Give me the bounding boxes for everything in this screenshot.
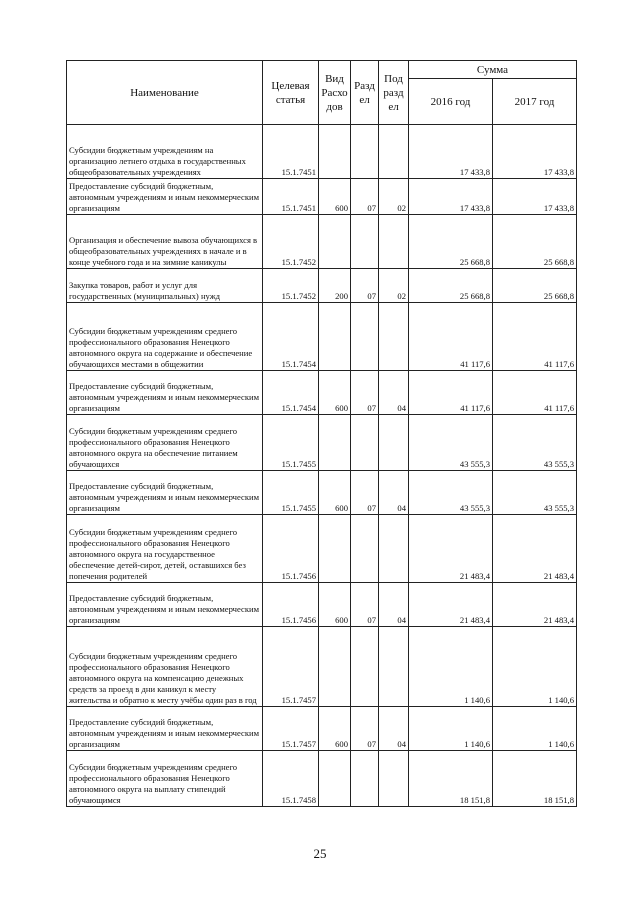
row-name: Предоставление субсидий бюджетным, автономным учреждениям и иным некоммерческим организациям [67,707,263,751]
row-target: 15.1.7457 [263,627,319,707]
row-type: 600 [319,179,351,215]
row-name: Субсидии бюджетным учреждениям среднего профессионального образования Ненецкого автономного округа на выплату стипендий обучающимся [67,751,263,807]
row-subsection [379,627,409,707]
row-sum-2017: 1 140,6 [493,707,577,751]
table-row [67,415,577,471]
row-target: 15.1.7451 [263,125,319,179]
row-sum-2016: 17 433,8 [409,179,493,215]
row-subsection [379,415,409,471]
row-target: 15.1.7455 [263,415,319,471]
row-sum-2017: 43 555,3 [493,471,577,515]
row-type [319,125,351,179]
row-name: Предоставление субсидий бюджетным, автономным учреждениям и иным некоммерческим организациям [67,179,263,215]
table-row [67,707,577,751]
row-subsection [379,751,409,807]
row-subsection: 02 [379,269,409,303]
row-sum-2017: 18 151,8 [493,751,577,807]
page-number: 25 [313,846,327,861]
row-sum-2017: 17 433,8 [493,179,577,215]
table-row [67,583,577,627]
row-sum-2016: 25 668,8 [409,269,493,303]
row-section [351,627,379,707]
row-sum-2017: 25 668,8 [493,215,577,269]
row-subsection [379,515,409,583]
row-section: 07 [351,707,379,751]
row-sum-2017: 17 433,8 [493,125,577,179]
row-target: 15.1.7458 [263,751,319,807]
row-section [351,415,379,471]
row-sum-2016: 1 140,6 [409,627,493,707]
table-row [67,125,577,179]
row-sum-2016: 25 668,8 [409,215,493,269]
table-row [67,627,577,707]
row-name: Предоставление субсидий бюджетным, автономным учреждениям и иным некоммерческим организациям [67,471,263,515]
row-sum-2016: 21 483,4 [409,515,493,583]
row-type [319,303,351,371]
table-row [67,471,577,515]
row-type: 600 [319,471,351,515]
header-name: Наименование [67,61,263,125]
row-sum-2016: 18 151,8 [409,751,493,807]
row-sum-2017: 21 483,4 [493,515,577,583]
header-type: Вид Расхо дов [319,61,351,125]
row-subsection: 02 [379,179,409,215]
header-section: Разд ел [351,61,379,125]
row-sum-2016: 43 555,3 [409,415,493,471]
row-section: 07 [351,471,379,515]
row-sum-2016: 41 117,6 [409,371,493,415]
row-type: 600 [319,371,351,415]
row-section [351,515,379,583]
row-type: 600 [319,583,351,627]
row-section [351,751,379,807]
row-sum-2016: 1 140,6 [409,707,493,751]
header-year-2016: 2016 год [409,79,493,125]
table-row [67,751,577,807]
row-subsection: 04 [379,371,409,415]
row-section: 07 [351,371,379,415]
header-year-2017: 2017 год [493,79,577,125]
row-sum-2017: 21 483,4 [493,583,577,627]
row-target: 15.1.7451 [263,179,319,215]
row-subsection [379,125,409,179]
row-subsection: 04 [379,707,409,751]
row-type: 200 [319,269,351,303]
row-sum-2017: 41 117,6 [493,303,577,371]
row-subsection [379,215,409,269]
row-type [319,751,351,807]
row-subsection: 04 [379,471,409,515]
header-target: Целевая статья [263,61,319,125]
row-target: 15.1.7454 [263,303,319,371]
row-type [319,515,351,583]
row-name: Организация и обеспечение вывоза обучающихся в общеобразовательных учреждениях в начале и в конце учебного года и на зимние каникулы [67,215,263,269]
row-target: 15.1.7452 [263,269,319,303]
row-section: 07 [351,583,379,627]
row-sum-2016: 21 483,4 [409,583,493,627]
row-sum-2016: 43 555,3 [409,471,493,515]
row-target: 15.1.7452 [263,215,319,269]
table-row [67,371,577,415]
row-name: Предоставление субсидий бюджетным, автономным учреждениям и иным некоммерческим организациям [67,371,263,415]
budget-table [66,60,577,807]
row-name: Субсидии бюджетным учреждениям среднего профессионального образования Ненецкого автономного округа на компенсацию денежных средств за проезд в дни каникул к месту жительства и обратно к месту учёбы один раз в год [67,627,263,707]
row-target: 15.1.7455 [263,471,319,515]
row-type [319,215,351,269]
row-name: Предоставление субсидий бюджетным, автономным учреждениям и иным некоммерческим организациям [67,583,263,627]
row-type [319,415,351,471]
header-sum: Сумма [409,61,577,79]
row-type [319,627,351,707]
table-row [67,269,577,303]
row-section [351,303,379,371]
row-target: 15.1.7457 [263,707,319,751]
table-row [67,179,577,215]
row-name: Субсидии бюджетным учреждениям среднего профессионального образования Ненецкого автономного округа на обеспечение питанием обучающихся [67,415,263,471]
row-name: Субсидии бюджетным учреждениям на организацию летнего отдыха в государственных общеобразовательных учреждениях [67,125,263,179]
table-row [67,215,577,269]
row-name: Закупка товаров, работ и услуг для государственных (муниципальных) нужд [67,269,263,303]
row-sum-2017: 43 555,3 [493,415,577,471]
row-sum-2017: 1 140,6 [493,627,577,707]
row-sum-2016: 41 117,6 [409,303,493,371]
table-row [67,515,577,583]
row-name: Субсидии бюджетным учреждениям среднего профессионального образования Ненецкого автономного округа на государственное обеспечение детей-сирот, детей, оставшихся без попечения родителей [67,515,263,583]
row-sum-2016: 17 433,8 [409,125,493,179]
row-subsection [379,303,409,371]
row-sum-2017: 41 117,6 [493,371,577,415]
row-subsection: 04 [379,583,409,627]
table-row [67,303,577,371]
header-subsection: Под разд ел [379,61,409,125]
row-target: 15.1.7456 [263,583,319,627]
row-target: 15.1.7454 [263,371,319,415]
row-type: 600 [319,707,351,751]
row-section [351,215,379,269]
row-name: Субсидии бюджетным учреждениям среднего профессионального образования Ненецкого автономного округа на содержание и обеспечение обучающихся местами в общежитии [67,303,263,371]
row-section: 07 [351,269,379,303]
row-section: 07 [351,179,379,215]
row-sum-2017: 25 668,8 [493,269,577,303]
row-target: 15.1.7456 [263,515,319,583]
row-section [351,125,379,179]
